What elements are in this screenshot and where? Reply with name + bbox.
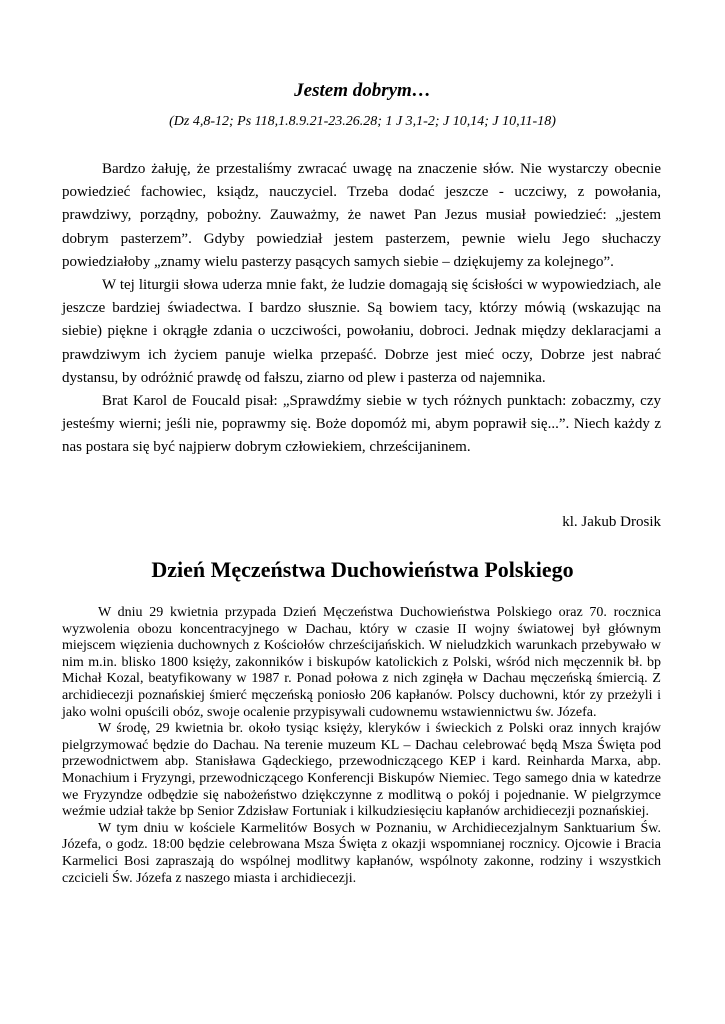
paragraph: Brat Karol de Foucald pisał: „Sprawdźmy siebie w tych różnych punktach: zobaczmy, czy jesteśmy wierni; jeśli nie, poprawmy się. Boże dopomóż mi, abym poprawił się...”. Niech każdy z nas postara się być najpierw dobrym człowiekiem, chrześcijaninem. <box>62 393 661 456</box>
paragraph: Bardzo żałuję, że przestaliśmy zwracać uwagę na znaczenie słów. Nie wystarczy obecnie powiedzieć fachowiec, ksiądz, nauczyciel. Trzeba dodać jeszcze - uczciwy, z powołania, prawdziwy, porządny, pobożny. Zauważmy, że nawet Pan Jezus musiał powiedzieć: „jestem dobrym pasterzem”. Gdyby powiedział jestem pasterzem, pewnie wielu Jego słuchaczy powiedziałoby „znamy wielu pasterzy pasących samych siebie – dziękujemy za kolejnego”. <box>62 161 661 270</box>
article-body <box>62 158 661 460</box>
scripture-references: (Dz 4,8-12; Ps 118,1.8.9.21-23.26.28; 1 J 3,1-2; J 10,14; J 10,11-18) <box>169 114 556 129</box>
paragraph: W tym dniu w kościele Karmelitów Bosych w Poznaniu, w Archidiecezjalnym Sanktuarium Św. Józefa, o godz. 18:00 będzie celebrowana Msza Święta z okazji wspomnianej rocznicy. Ojcowie i Bracia Karmelici Bosi zapraszają do wspólnej modlitwy kapłanów, wspólnoty zakonne, rodziny i wszystkich czcicieli Św. Józefa z naszego miasta i archidiecezji. <box>62 820 661 886</box>
section-title: Dzień Męczeństwa Duchowieństwa Polskiego <box>151 557 574 582</box>
article-title: Jestem dobrym… <box>294 80 431 101</box>
paragraph: W środę, 29 kwietnia br. około tysiąc księży, kleryków i świeckich z Polski oraz innych krajów pielgrzymować będzie do Dachau. Na terenie muzeum KL – Dachau celebrować będą Msza Święta pod przewodnictwem abp. Stanisława Gądeckiego, przewodniczącego KEP i kard. Reinharda Marxa, abp. Monachium i Fryzyngi, przewodniczącego Konferencji Biskupów Niemiec. Tego samego dnia w katedrze we Fryzyndze odbędzie się nabożeństwo dziękczynne z modlitwą o pokój i pojednanie. W pielgrzymce weźmie udział także bp Senior Zdzisław Fortuniak i kilkudziesięciu kapłanów archidiecezji poznańskiej. <box>62 721 661 820</box>
author-signature: kl. Jakub Drosik <box>562 514 661 530</box>
paragraph: W dniu 29 kwietnia przypada Dzień Męczeństwa Duchowieństwa Polskiego oraz 70. rocznica wyzwolenia obozu koncentracyjnego w Dachau, który w czasie II wojny światowej był głównym miejscem więzienia duchownych z Kościołów chrześcijańskich. W nieludzkich warunkach przebywało w nim m.in. blisko 1800 księży, zakonników i biskupów katolickich z Polski, wśród nich męczennik bł. bp Michał Kozal, beatyfikowany w 1987 r. Ponad połowa z nich zginęła w Dachau męczeńską śmiercią. Z archidiecezji poznańskiej śmierć męczeńską poniosło 206 kapłanów. Polscy duchowni, któr zy przeżyli i jako wolni opuścili obóz, swoje ocalenie przypisywali cudownemu wstawiennictwu św. Józefa. <box>62 605 661 720</box>
section-body <box>62 605 661 887</box>
paragraph: W tej liturgii słowa uderza mnie fakt, że ludzie domagają się ścisłości w wypowiedziach, ale jeszcze bardziej świadectwa. I bardzo słusznie. Są bowiem tacy, którzy mówią (wskazując na siebie) piękne i okrągłe zdania o uczciwości, powołaniu, dobroci. Jednak między deklaracjami a prawdziwym ich życiem panuje wielka przepaść. Dobrze jest mieć oczy, Dobrze jest nabrać dystansu, by odróżnić prawdę od fałszu, ziarno od plew i pasterza od najemnika. <box>62 277 661 386</box>
